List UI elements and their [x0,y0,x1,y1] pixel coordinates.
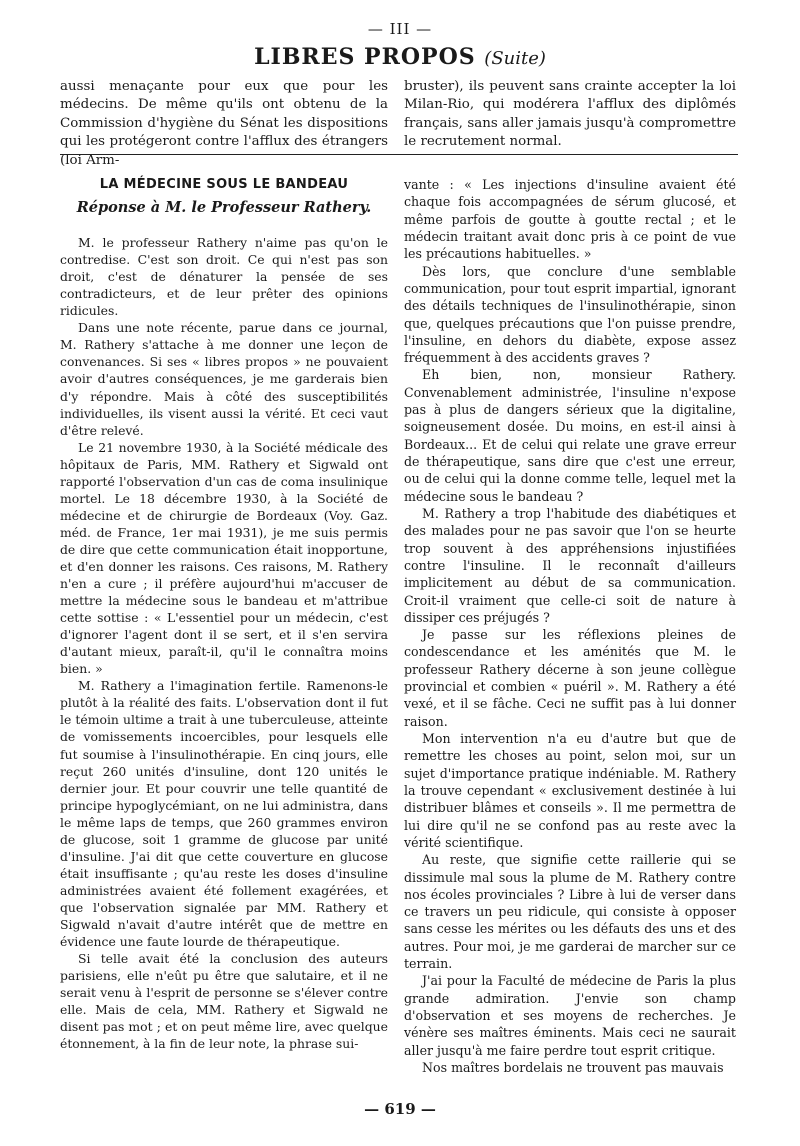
top-left-column [60,78,388,170]
paragraph: Le 21 novembre 1930, à la Société médicale des hôpitaux de Paris, MM. Rathery et Sigwald ont rapporté l'observation d'un cas de coma insulinique mortel. Le 18 décembre 1930, à la Société de médecine et de chirurgie de Bordeaux (Voy. Gaz. méd. de France, 1er mai 1931), je me suis permis de dire que cette communication était inopportune, et d'en donner les raisons. Ces raisons, M. Rathery n'en a cure ; il préfère aujourd'hui m'accuser de mettre la médecine sous le bandeau et m'attribue cette sottise : « L'essentiel pour un médecin, c'est d'ignorer l'agent dont il se sert, et il s'en servira d'autant mieux, paraît-il, qu'il le connaîtra moins bien. » [60,439,388,677]
top-left-paragraph: aussi menaçante pour eux que pour les médecins. De même qu'ils ont obtenu de la Commission d'hygiène du Sénat les dispositions qui les protégeront contre l'afflux des étrangers (loi Arm- [60,79,388,168]
paragraph: Nos maîtres bordelais ne trouvent pas mauvais [422,1059,724,1075]
article-left-column [60,176,388,1052]
roman-page-number: — III — [367,20,433,38]
paragraph: M. le professeur Rathery n'aime pas qu'on le contredise. C'est son droit. Ce qui n'est pas son droit, c'est de dénaturer la pensée de ses contradicteurs, et de leur prêter des opinions ridicules. [60,235,388,319]
article-title: LA MÉDECINE SOUS LE BANDEAU [99,177,349,192]
top-right-column [404,78,736,152]
running-head [0,44,800,70]
article-right-column [404,176,736,1076]
paragraph: M. Rathery a l'imagination fertile. Ramenons-le plutôt à la réalité des faits. L'observation dont il fut le témoin ultime a trait à une tuberculeuse, atteinte de vomissements incoercibles, pour lesquels elle fut soumise à l'insulinothérapie. En cinq jours, elle reçut 260 unités d'insuline, dont 120 unités le dernier jour. Et pour couvrir une telle quantité de principe hypoglycémiant, on ne lui administra, dans le même laps de temps, que 260 grammes environ de glucose, soit 1 gramme de glucose par unité d'insuline. J'ai dit que cette couverture en glucose était insuffisante ; qu'au reste les doses d'insuline administrées avaient été follement exagérées, et que l'observation signalée par MM. Rathery et Sigwald n'avait d'autre intérêt que de mettre en évidence une faute lourde de thérapeutique. [60,678,388,950]
paragraph: Au reste, que signifie cette raillerie qui se dissimule mal sous la plume de M. Rathery contre nos écoles provinciales ? Libre à lui de verser dans ce travers un peu ridicule, qui consiste à opposer sans cesse les mérites ou les défauts des uns et des autres. Pour moi, je me garderai de marcher sur ce terrain. [404,852,736,972]
page-number: — 619 — [364,1100,436,1118]
paragraph: J'ai pour la Faculté de médecine de Paris la plus grande admiration. J'envie son champ d'observation et ses moyens de recherches. Je vénère ses maîtres éminents. Mais ceci ne saurait aller jusqu'à me faire perdre tout esprit critique. [404,973,736,1058]
article-subtitle: Réponse à M. le Professeur Rathery. [76,199,372,217]
running-head-suffix: (Suite) [484,48,546,69]
running-head-title: LIBRES PROPOS [254,44,476,70]
paragraph-continuation: vante : « Les injections d'insuline avaient été chaque fois accompagnées de sérum glucosé, et même parfois de goutte à goutte rectal ; et le médecin traitant avait donc pris à ce point de vue les précautions habituelles. » [404,177,736,262]
top-right-paragraph: bruster), ils peuvent sans crainte accepter la loi Milan-Rio, qui modérera l'afflux des diplômés français, sans aller jamais jusqu'à compromettre le recrutement normal. [404,79,736,150]
section-divider [60,154,738,155]
paragraph: Je passe sur les réflexions pleines de condescendance et les aménités que M. le professeur Rathery décerne à son jeune collègue provincial et combien « puéril ». M. Rathery a été vexé, et il se fâche. Ceci ne suffit pas à lui donner raison. [404,627,736,729]
paragraph: Dès lors, que conclure d'une semblable communication, pour tout esprit impartial, ignorant des détails techniques de l'insulinothérapie, sinon que, quelques précautions que l'on puisse prendre, l'insuline, en dehors du diabète, expose assez fréquemment à des accidents graves ? [404,263,736,366]
paragraph: Si telle avait été la conclusion des auteurs parisiens, elle n'eût pu être que salutaire, et il ne serait venu à l'esprit de personne se s'élever contre elle. Mais de cela, MM. Rathery et Sigwald ne disent pas mot ; et on peut même lire, avec quelque étonnement, à la fin de leur note, la phrase sui- [60,951,388,1052]
paragraph: Mon intervention n'a eu d'autre but que de remettre les choses au point, selon moi, sur un sujet d'importance pratique indéniable. M. Rathery la trouve cependant « exclusivement destinée à lui distribuer blâmes et conseils ». Il me permettra de lui dire qu'il ne se confond pas au reste avec la vérité scientifique. [404,731,736,850]
paragraph: M. Rathery a trop l'habitude des diabétiques et des malades pour ne pas savoir que l'on se heurte trop souvent à des appréhensions injustifiées contre l'insuline. Il le reconnaît d'ailleurs implicitement au début de sa communication. Croit-il vraiment que celle-ci soit de nature à dissiper ces préjugés ? [404,505,736,625]
paragraph: Dans une note récente, parue dans ce journal, M. Rathery s'attache à me donner une leçon de convenances. Si ses « libres propos » ne pouvaient avoir d'autres conséquences, je me garderais bien d'y répondre. Mais à côté des susceptibilités individuelles, ils visent aussi la vérité. Et ceci vaut d'être relevé. [60,320,388,438]
paragraph: Eh bien, non, monsieur Rathery. Convenablement administrée, l'insuline n'expose pas à plus de dangers sérieux que la digitaline, soigneusement dosée. Du moins, en est-il ainsi à Bordeaux... Et de celui qui relate une grave erreur de thérapeutique, sans dire que c'est une erreur, ou de celui qui la donne comme telle, lequel met la médecine sous le bandeau ? [404,367,736,504]
